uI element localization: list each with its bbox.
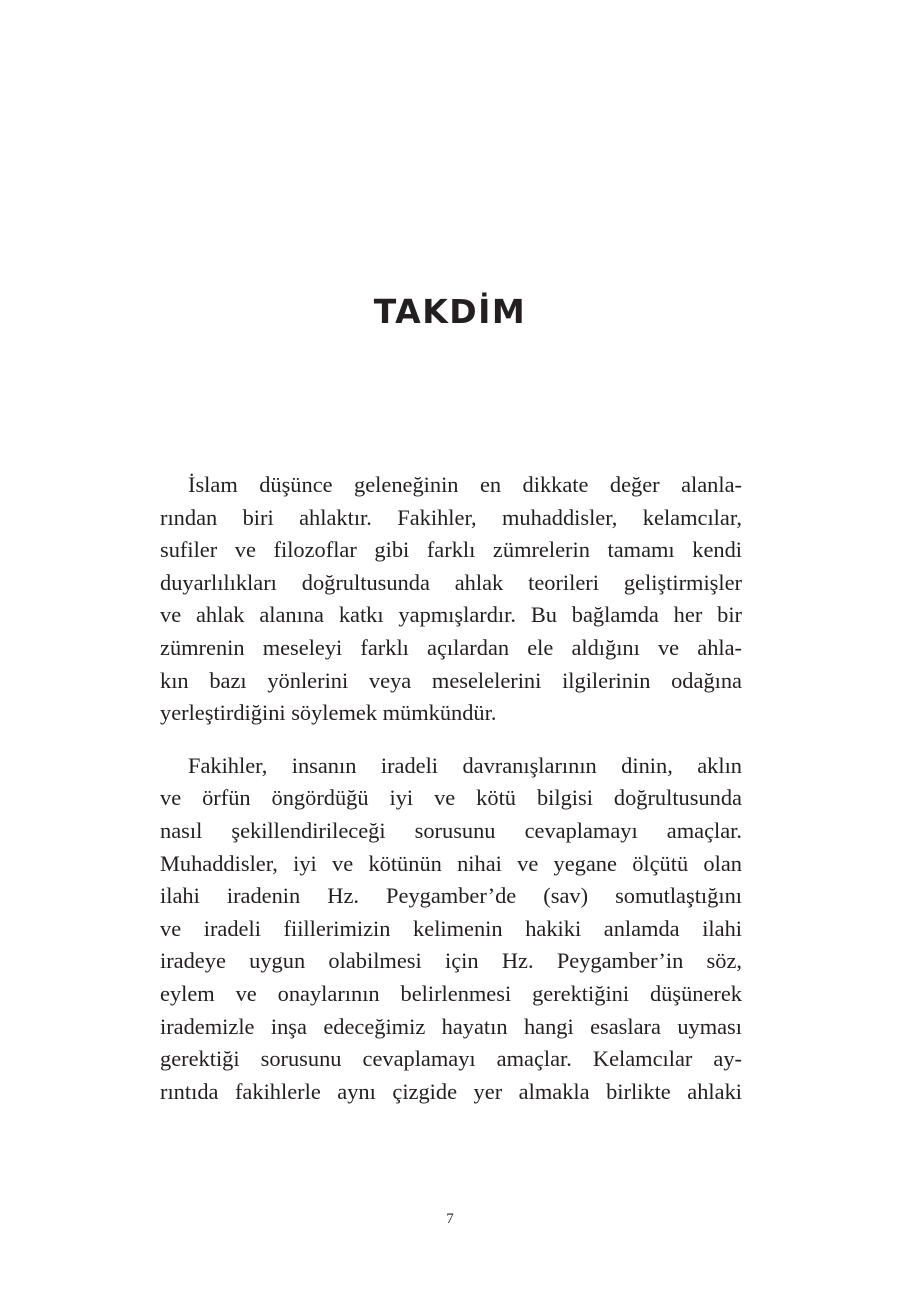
paragraph-2 xyxy=(160,750,742,1109)
text-line: nasıl şekillendirileceği sorusunu cevaplamayı amaçlar. xyxy=(160,817,742,843)
text-line: yerleştirdiğini söylemek mümkündür. xyxy=(160,700,497,726)
page-number: 7 xyxy=(446,1211,454,1227)
text-line: iradeye uygun olabilmesi için Hz. Peygamber’in söz, xyxy=(160,948,742,974)
text-line: sufiler ve filozoflar gibi farklı zümrelerin tamamı kendi xyxy=(160,537,742,563)
chapter-title: TAKDİM xyxy=(373,292,527,331)
text-line: Muhaddisler, iyi ve kötünün nihai ve yegane ölçütü olan xyxy=(160,850,742,876)
text-line: ve ahlak alanına katkı yapmışlardır. Bu bağlamda her bir xyxy=(160,602,742,628)
text-line: ve iradeli fiillerimizin kelimenin hakiki anlamda ilahi xyxy=(160,915,742,941)
text-line: ve örfün öngördüğü iyi ve kötü bilgisi doğrultusunda xyxy=(160,785,742,811)
text-line: duyarlılıkları doğrultusunda ahlak teorileri geliştirmişler xyxy=(160,569,742,595)
text-line: eylem ve onaylarının belirlenmesi gerektiğini düşünerek xyxy=(160,980,742,1006)
text-line: zümrenin meseleyi farklı açılardan ele aldığını ve ahla- xyxy=(160,634,742,660)
text-line: irademizle inşa edeceğimiz hayatın hangi esaslara uyması xyxy=(160,1013,742,1039)
text-line: rından biri ahlaktır. Fakihler, muhaddisler, kelamcılar, xyxy=(160,504,742,530)
paragraph-1 xyxy=(160,469,742,730)
text-line: gerektiği sorusunu cevaplamayı amaçlar. Kelamcılar ay- xyxy=(160,1046,742,1072)
text-line: rıntıda fakihlerle aynı çizgide yer almakla birlikte ahlaki xyxy=(160,1078,742,1104)
text-line: Fakihler, insanın iradeli davranışlarının dinin, aklın xyxy=(188,752,742,778)
text-line: kın bazı yönlerini veya meselelerini ilgilerinin odağına xyxy=(160,667,742,693)
text-line: ilahi iradenin Hz. Peygamber’de (sav) somutlaştığını xyxy=(160,883,742,909)
text-line: İslam düşünce geleneğinin en dikkate değer alanla- xyxy=(188,472,742,497)
body-text xyxy=(160,469,742,1128)
